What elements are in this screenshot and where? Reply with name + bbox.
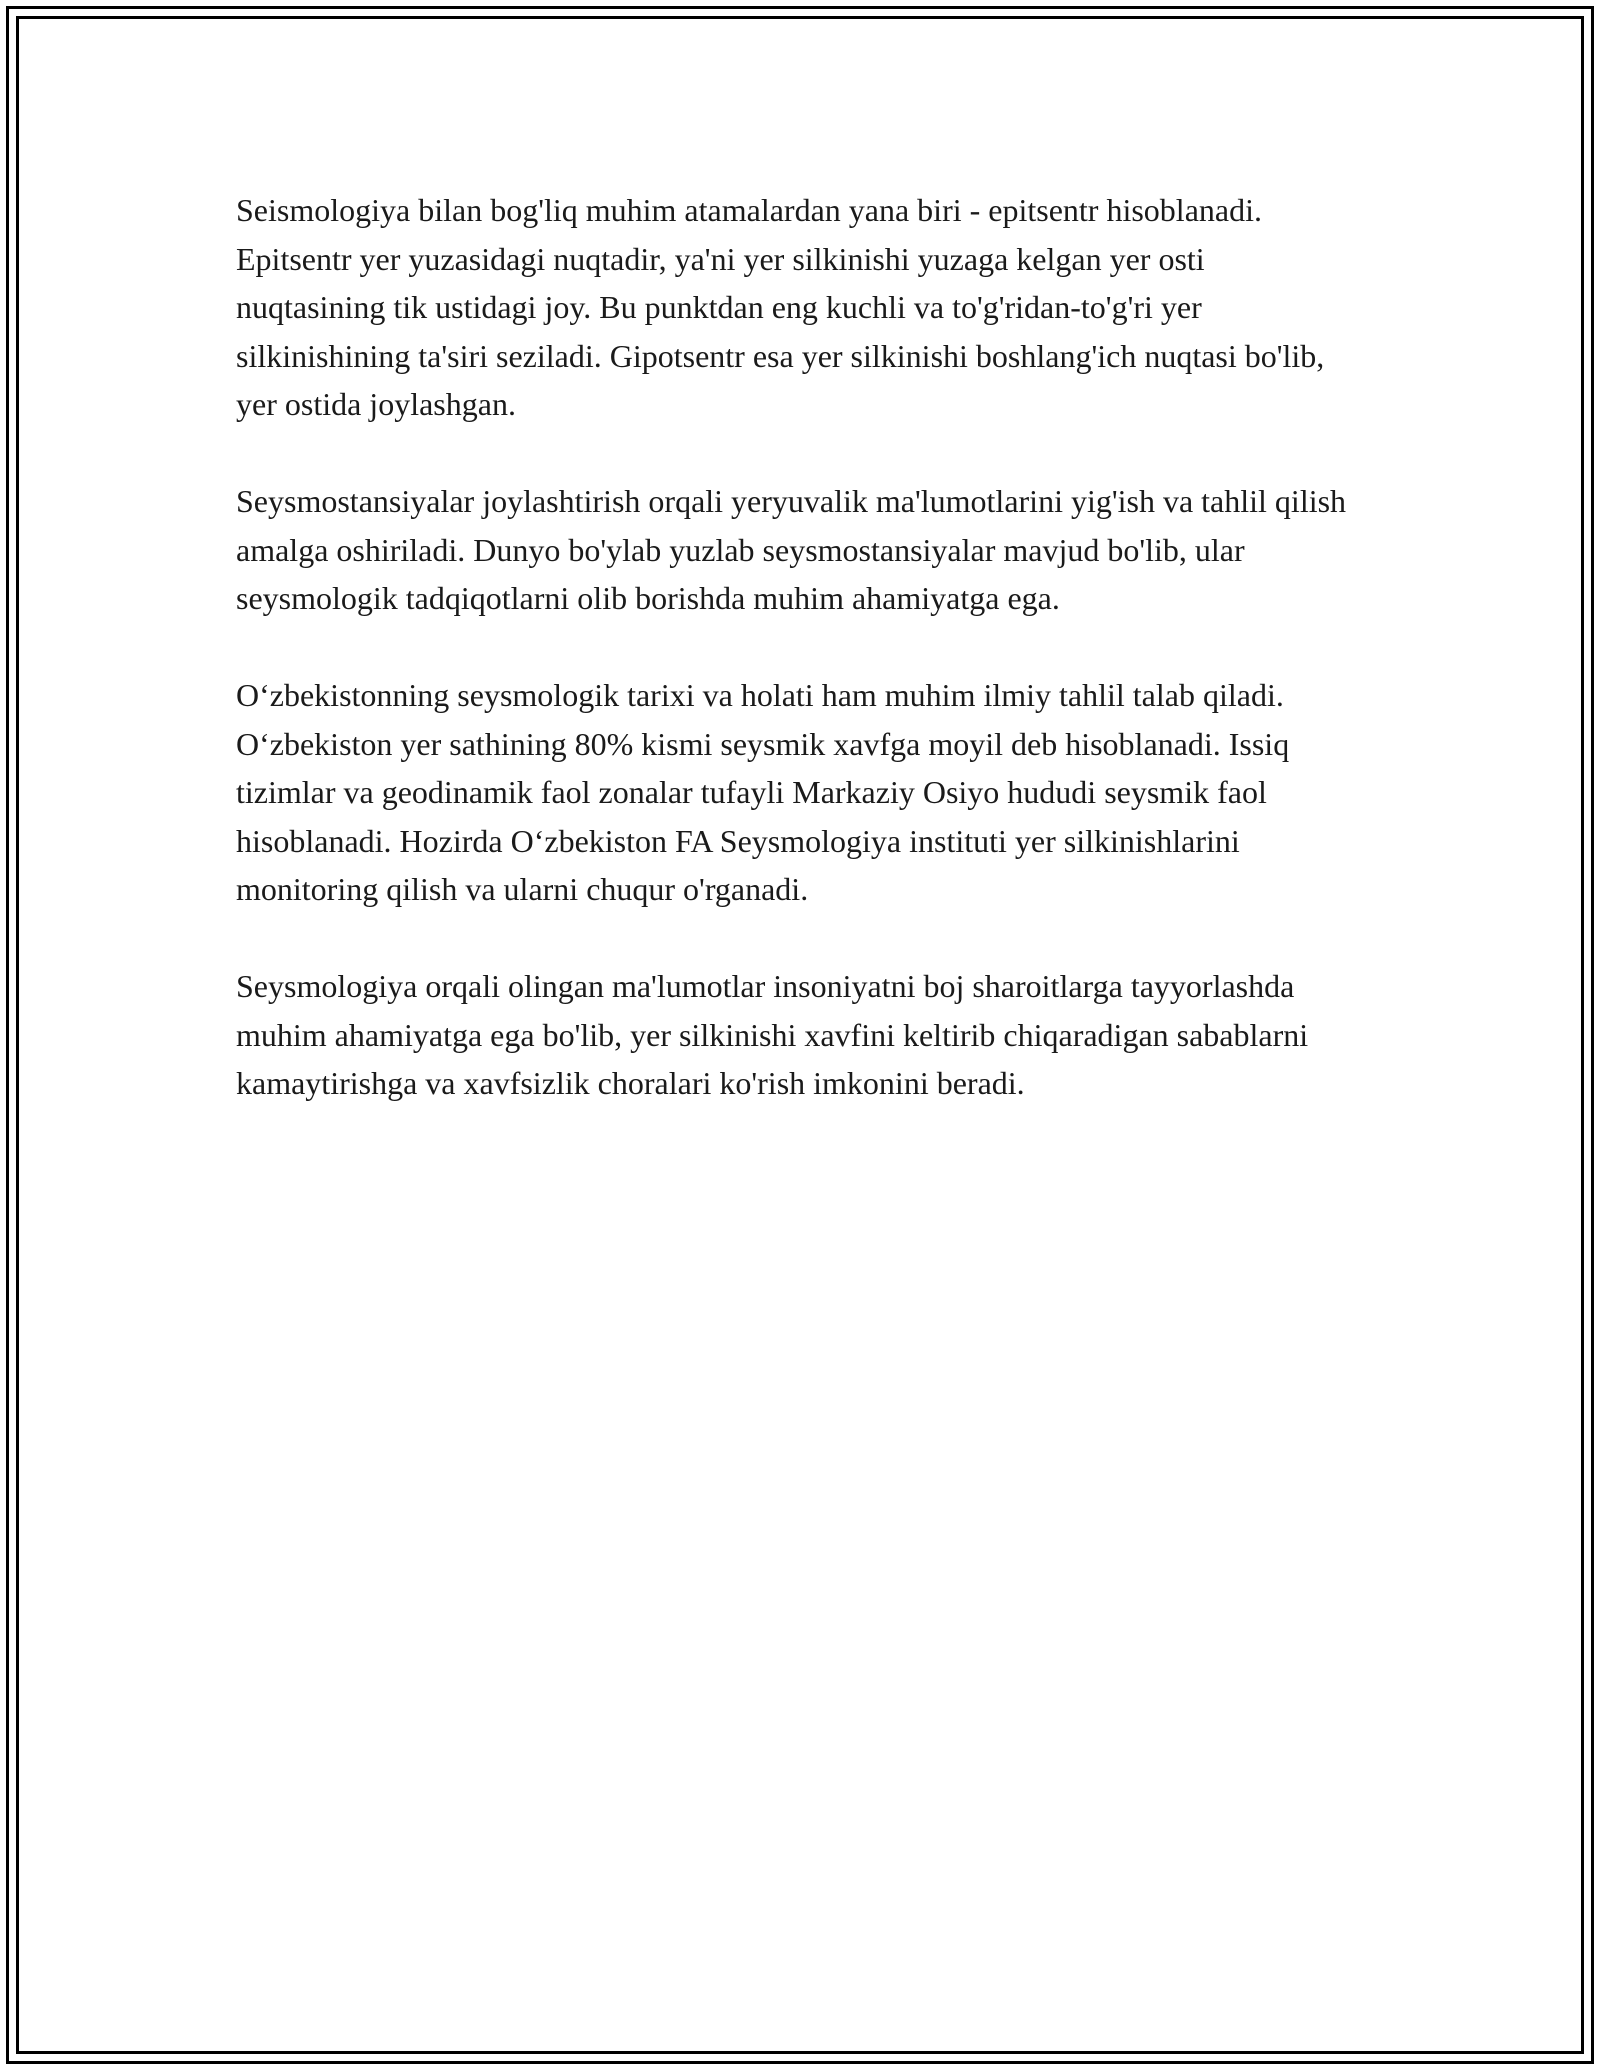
- paragraph-ozbekiston: O‘zbekistonning seysmologik tarixi va holati ham muhim ilmiy tahlil talab qiladi. O‘zbekiston yer sathining 80% kismi seysmik xavfga moyil deb hisoblanadi. Issiq tizimlar va geodinamik faol zonalar tufayli Markaziy Osiyo hududi seysmik faol hisoblanadi. Hozirda O‘zbekiston FA Seysmologiya instituti yer silkinishlarini monitoring qilish va ularni chuqur o'rganadi.: [236, 677, 1290, 907]
- paragraph-seysmostansiyalar: Seysmostansiyalar joylashtirish orqali yeryuvalik ma'lumotlarini yig'ish va tahlil qilish amalga oshiriladi. Dunyo bo'ylab yuzlab seysmostansiyalar mavjud bo'lib, ular seysmologik tadqiqotlarni olib borishda muhim ahamiyatga ega.: [236, 483, 1347, 616]
- paragraph-epitsentr: Seismologiya bilan bog'liq muhim atamalardan yana biri - epitsentr hisoblanadi. Epitsentr yer yuzasidagi nuqtadir, ya'ni yer silkinishi yuzaga kelgan yer osti nuqtasining tik ustidagi joy. Bu punktdan eng kuchli va to'g'ridan-to'g'ri yer silkinishining ta'siri seziladi. Gipotsentr esa yer silkinishi boshlang'ich nuqtasi bo'lib, yer ostida joylashgan.: [236, 192, 1325, 422]
- paragraph-conclusion: Seysmologiya orqali olingan ma'lumotlar insoniyatni boj sharoitlarga tayyorlashda muhim ahamiyatga ega bo'lib, yer silkinishi xavfini keltirib chiqaradigan sabablarni kamaytirishga va xavfsizlik choralari ko'rish imkonini beradi.: [236, 968, 1309, 1101]
- document-body: [236, 186, 1356, 1156]
